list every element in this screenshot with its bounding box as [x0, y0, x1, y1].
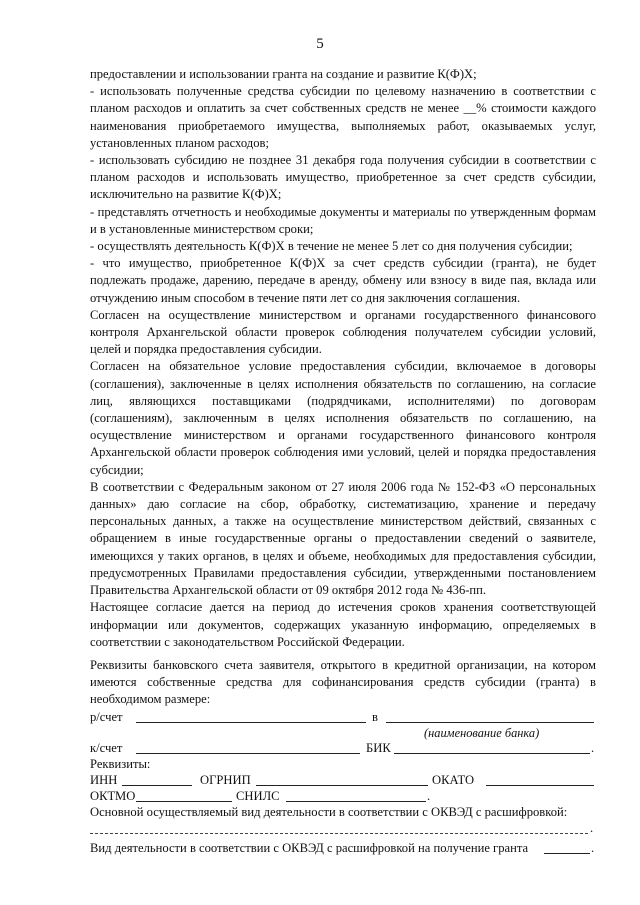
snils-field[interactable]	[286, 788, 426, 802]
snils-label: СНИЛС	[236, 788, 280, 803]
okved-main-label: Основной осуществляемый вид деятельности в соответствии с ОКВЭД с расшифровкой:	[90, 804, 568, 819]
okved-grant-end: .	[591, 840, 595, 855]
page-number: 5	[316, 36, 324, 52]
oktmo-field[interactable]	[136, 788, 232, 802]
inn-line	[90, 772, 596, 788]
snils-end: .	[427, 788, 431, 803]
paragraph: - осуществлять деятельность К(Ф)Х в течение не менее 5 лет со дня получения субсидии;	[90, 239, 573, 254]
requisites-label: Реквизиты:	[90, 756, 151, 771]
okato-label: ОКАТО	[432, 772, 475, 787]
bik-end: .	[591, 740, 595, 755]
paragraph: Согласен на обязательное условие предоставления субсидии, включаемое в договоры (соглашения), заключенные в целях исполнения обязательств по соглашению, на согласие лиц, являющихся поставщиками (подрядчиками, исполнителями) по договорам (соглашениям), заключенным в целях исполнения обязательств по соглашению, на осуществление министерством и органами государственного финансового контроля Архангельской области проверок соблюдения ими условий, целей и порядка предоставления субсидии;	[90, 359, 596, 477]
ogrnip-field[interactable]	[256, 772, 428, 786]
okved-grant-label: Вид деятельности в соответствии с ОКВЭД с расшифровкой на получение гранта	[90, 840, 529, 855]
okved-main-field[interactable]	[90, 820, 588, 834]
inn-field[interactable]	[122, 772, 192, 786]
oktmo-label: ОКТМО	[90, 788, 136, 803]
paragraph: - использовать полученные средства субсидии по целевому назначению в соответствии с планом расходов и оплатить за счет собственных средств не менее __% стоимости каждого наименования приобретаемого имущества, выполняемых работ, оказываемых услуг, установленных планом расходов;	[90, 84, 596, 150]
account-field[interactable]	[136, 709, 366, 723]
inn-label: ИНН	[90, 772, 118, 787]
paragraph: В соответствии с Федеральным законом от 27 июля 2006 года № 152-ФЗ «О персональных данных» даю согласие на сбор, обработку, систематизацию, хранение и передачу персональных данных, а также на осуществление министерством действий, связанных с обращением в иные государственные органы о предоставлении сведений о заявителе, имеющихся у таких органов, в целях и объеме, необходимых для предоставления субсидии, предусмотренных Правилами предоставления субсидии, утвержденными постановлением Правительства Архангельской области от 09 октября 2012 года № 436-пп.	[90, 479, 596, 598]
okved-grant-line	[90, 840, 596, 856]
okved-grant-field[interactable]	[544, 840, 590, 854]
corr-account-label: к/счет	[90, 740, 123, 755]
requisites-line	[90, 756, 596, 772]
bik-field[interactable]	[394, 740, 590, 754]
paragraph: предоставлении и использовании гранта на создание и развитие К(Ф)Х;	[90, 67, 477, 81]
oktmo-line	[90, 788, 596, 804]
paragraph: Согласен на осуществление министерством и органами государственного финансового контроля Архангельской области проверок соблюдения получателем субсидии условий, целей и порядка предоставления субсидии.	[90, 307, 596, 357]
account-label: р/счет	[90, 709, 123, 724]
ogrnip-label: ОГРНИП	[200, 772, 251, 787]
paragraph: - что имущество, приобретенное К(Ф)Х за счет средств субсидии (гранта), не будет подлежать продаже, дарению, передаче в аренду, обмену или взносу в виде пая, вклада или отчуждению иным способом в течение пяти лет со дня заключения соглашения.	[90, 256, 596, 305]
corr-account-line	[90, 740, 596, 756]
okved-main-line	[90, 804, 596, 820]
account-line	[90, 709, 596, 725]
bik-label: БИК	[366, 740, 391, 755]
bank-name-field[interactable]	[386, 709, 594, 723]
bank-in-label: в	[372, 709, 378, 724]
okato-field[interactable]	[486, 772, 594, 786]
paragraph: - представлять отчетность и необходимые документы и материалы по утвержденным формам и в установленные министерством сроки;	[90, 204, 596, 236]
document-body	[90, 66, 596, 856]
okved-main-field-line	[90, 820, 596, 836]
paragraph: - использовать субсидию не позднее 31 декабря года получения субсидии в соответствии с планом расходов и использовать имущество, приобретенное за счет средств субсидии, исключительно на развитие К(Ф)Х;	[90, 153, 596, 202]
bank-name-hint: (наименование банка)	[424, 725, 540, 740]
bank-hint-line	[90, 725, 596, 740]
okved-main-end: .	[590, 820, 594, 835]
corr-account-field[interactable]	[136, 740, 360, 754]
requisites-intro: Реквизиты банковского счета заявителя, открытого в кредитной организации, на котором имеются собственные средства для софинансирования средств субсидии (гранта) в необходимом размере:	[90, 657, 596, 707]
paragraph: Настоящее согласие дается на период до истечения сроков хранения соответствующей информации или документов, содержащих указанную информацию, определяемых в соответствии с законодательством Российской Федерации.	[90, 600, 596, 649]
